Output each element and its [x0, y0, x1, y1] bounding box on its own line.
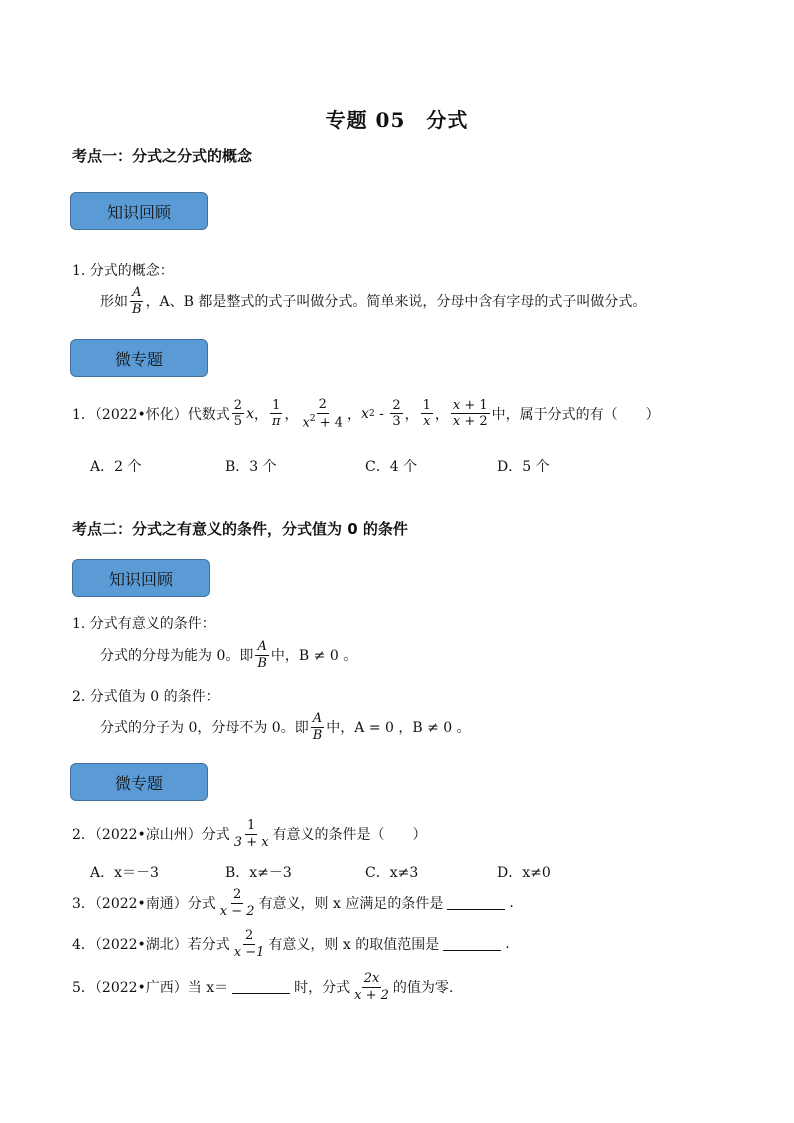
question-2: 2．（2022•凉山州）分式 $\frac{1}{3 + x}$ 有意义的条件是（ ） [72, 818, 427, 850]
section-heading-1: 考点一：分式之分式的概念 [72, 147, 253, 165]
knowledge-review-tag-1: 知识回顾 [70, 192, 208, 230]
practice-tag-2: 微专题 [70, 763, 208, 801]
section-heading-2: 考点二：分式之有意义的条件，分式值为 0 的条件 [72, 520, 408, 538]
practice-tag-1: 微专题 [70, 339, 208, 377]
answer-blank-q3[interactable] [447, 897, 505, 910]
question-4: 4．（2022•湖北）若分式 $\frac{2}{x -1}$ 有意义，则 x 的取值范围是 . [72, 928, 510, 960]
q2-option-d[interactable]: D．x≠0 [497, 865, 551, 881]
q1-option-c[interactable]: C．4 个 [365, 459, 418, 475]
zero-value-condition: 分式的分子为 0，分母不为 0。即 $\frac{A}{B}$ 中，A = 0 ，B ≠ 0 。 [100, 711, 471, 743]
meaningful-condition-label: 1. 分式有意义的条件： [72, 616, 216, 632]
meaningful-condition: 分式的分母为能为 0。即 $\frac{A}{B}$ 中，B ≠ 0 。 [100, 639, 358, 671]
q2-option-c[interactable]: C．x≠3 [365, 865, 419, 881]
answer-blank-q5[interactable] [232, 981, 290, 994]
q2-option-b[interactable]: B．x≠－3 [225, 865, 292, 881]
concept-label: 1. 分式的概念： [72, 263, 174, 279]
zero-value-condition-label: 2. 分式值为 0 的条件： [72, 689, 220, 705]
q1-option-b[interactable]: B．3 个 [225, 459, 277, 475]
fraction-a-over-b: $\frac{A}{B}$ [132, 285, 142, 317]
q2-option-a[interactable]: A．x＝－3 [90, 865, 159, 881]
answer-blank-q4[interactable] [443, 938, 501, 951]
q1-option-d[interactable]: D．5 个 [497, 459, 550, 475]
question-5: 5．（2022•广西）当 x＝ 时，分式 $\frac{2x}{x + 2}$ 的值为零. [72, 971, 454, 1003]
question-1: 1．（2022•怀化）代数式 $\frac{2}{5}$ x ， $\frac{1}{\pi}$ ， $\frac{2}{x^2 + 4}$ ， x 2 - $\frac{2}{3}$ ， $\frac{1}{x}$ ， $\frac{x + 1}{x + 2}$ 中，属于分式的有（ ） [72, 397, 660, 430]
page-title: 专题 05 分式 [325, 108, 469, 132]
q1-option-a[interactable]: A．2 个 [90, 459, 142, 475]
knowledge-review-tag-2: 知识回顾 [72, 559, 210, 597]
question-3: 3．（2022•南通）分式 $\frac{2}{x - 2}$ 有意义，则 x 应满足的条件是 . [72, 887, 514, 919]
concept-definition: 形如 $\frac{A}{B}$ ，A、B 都是整式的式子叫做分式。简单来说，分母中含有字母的式子叫做分式。 [100, 285, 647, 317]
